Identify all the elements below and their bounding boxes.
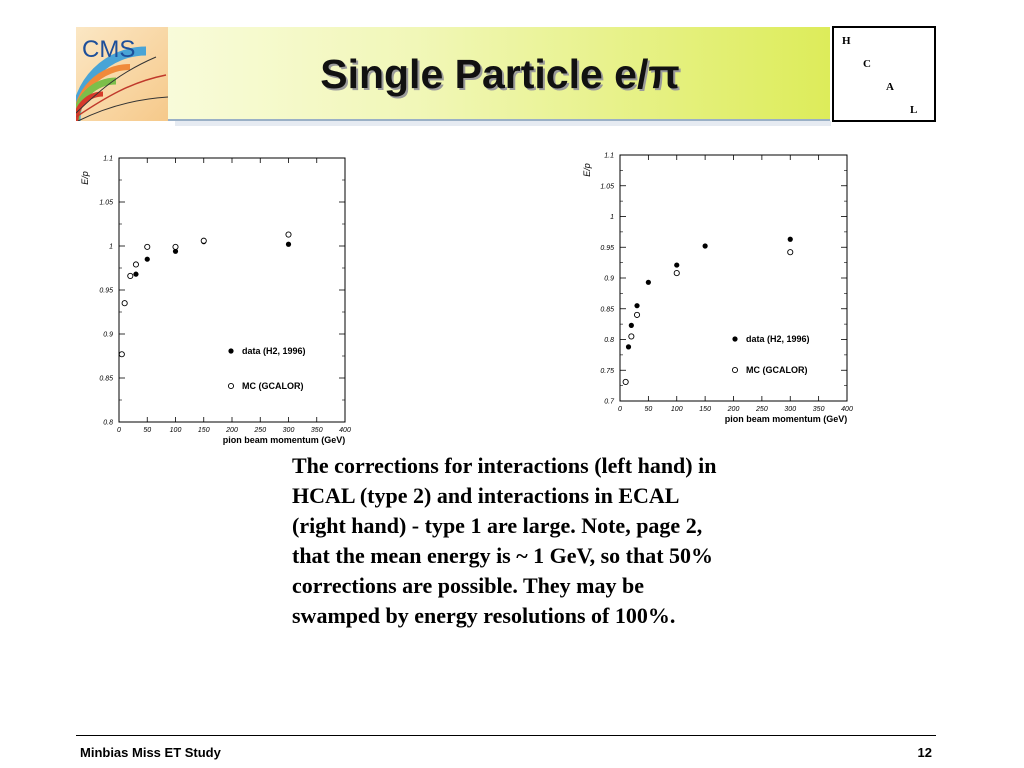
data-point	[629, 323, 634, 328]
mc-point	[133, 262, 138, 267]
y-tick-label: 0.7	[604, 398, 614, 406]
legend-marker-mc	[732, 367, 737, 372]
x-axis-label: pion beam momentum (GeV)	[724, 414, 848, 424]
hcal-logo-box	[832, 26, 936, 122]
legend-label-data: data (H2, 1996)	[242, 346, 306, 356]
y-tick-label: 0.95	[99, 287, 113, 295]
y-tick-label: 0.75	[600, 367, 614, 375]
x-tick-label: 400	[841, 406, 853, 413]
hcal-letter-a: A	[886, 81, 894, 93]
x-tick-label: 150	[197, 427, 210, 434]
data-point	[286, 242, 291, 247]
x-tick-label: 400	[339, 427, 351, 434]
y-tick-label: 1	[610, 214, 614, 221]
title-banner-shadow	[175, 121, 831, 126]
plot-frame	[119, 158, 345, 422]
y-tick-label: 0.95	[600, 244, 614, 252]
mc-point	[788, 250, 793, 255]
hcal-letter-c: C	[863, 58, 871, 70]
chart-hcal-ep	[76, 148, 366, 448]
x-axis-label: pion beam momentum (GeV)	[222, 435, 346, 445]
chart-ecal-ep	[577, 148, 867, 433]
mc-point	[623, 379, 628, 384]
mc-point	[173, 244, 178, 249]
x-tick-label: 250	[254, 427, 267, 434]
y-tick-label: 0.8	[103, 419, 113, 427]
logo-text: CMS	[82, 36, 136, 63]
legend-marker-mc	[228, 383, 233, 388]
x-tick-label: 300	[282, 427, 295, 434]
x-tick-label: 200	[226, 427, 238, 434]
x-tick-label: 350	[310, 427, 323, 434]
page-number: 12	[917, 745, 932, 760]
y-axis-label: E/p	[80, 171, 90, 185]
y-tick-label: 1.05	[99, 199, 113, 207]
x-tick-label: 300	[784, 406, 797, 413]
legend-marker-data	[732, 336, 737, 341]
cms-logo	[76, 27, 168, 121]
body-text: The corrections for interactions (left hand) in HCAL (type 2) and interactions in ECAL (right hand) - type 1 are large. Note, page 2, that the mean energy is ~ 1 GeV, so that 50% corrections are possible. They may be swamped by energy resolutions of 100%.	[292, 453, 717, 628]
x-tick-label: 200	[727, 406, 740, 413]
y-tick-label: 0.8	[604, 337, 614, 344]
data-point	[133, 272, 138, 277]
plot-frame	[620, 155, 847, 401]
slide-title: Single Particle e/π	[320, 51, 680, 97]
y-tick-label: 1.1	[604, 152, 614, 160]
x-tick-label: 350	[812, 406, 825, 413]
y-tick-label: 0.85	[99, 375, 113, 383]
mc-point	[634, 312, 639, 317]
x-tick-label: 100	[670, 406, 683, 413]
footer-title: Minbias Miss ET Study	[80, 745, 221, 760]
data-point	[646, 280, 651, 285]
data-point	[703, 243, 708, 248]
legend-label-data: data (H2, 1996)	[746, 334, 810, 344]
y-tick-label: 0.9	[103, 331, 113, 339]
mc-point	[145, 244, 150, 249]
x-tick-label: 50	[143, 427, 152, 434]
y-tick-label: 0.9	[604, 275, 614, 283]
x-tick-label: 250	[756, 406, 768, 413]
x-tick-label: 0	[618, 406, 622, 413]
hcal-letter-l: L	[910, 104, 918, 116]
mc-point	[674, 270, 679, 275]
mc-point	[201, 238, 206, 243]
x-tick-label: 150	[699, 406, 711, 413]
legend-label-mc: MC (GCALOR)	[746, 365, 808, 375]
mc-point	[128, 273, 133, 278]
legend-label-mc: MC (GCALOR)	[242, 381, 304, 391]
hcal-letter-h: H	[842, 35, 851, 47]
x-tick-label: 50	[644, 406, 653, 413]
footer-divider	[76, 735, 936, 736]
legend-marker-data	[228, 348, 233, 353]
data-point	[626, 344, 631, 349]
y-tick-label: 0.85	[600, 306, 614, 314]
mc-point	[122, 301, 127, 306]
mc-point	[286, 232, 291, 237]
data-point	[145, 257, 150, 262]
x-tick-label: 100	[169, 427, 182, 434]
x-tick-label: 0	[117, 427, 121, 434]
mc-point	[629, 334, 634, 339]
data-point	[788, 237, 793, 242]
y-tick-label: 1.1	[103, 155, 113, 163]
y-tick-label: 1	[109, 243, 113, 251]
data-point	[674, 262, 679, 267]
y-tick-label: 1.05	[600, 183, 614, 191]
y-axis-label: E/p	[582, 163, 592, 177]
data-point	[634, 303, 639, 308]
mc-point	[119, 352, 124, 357]
